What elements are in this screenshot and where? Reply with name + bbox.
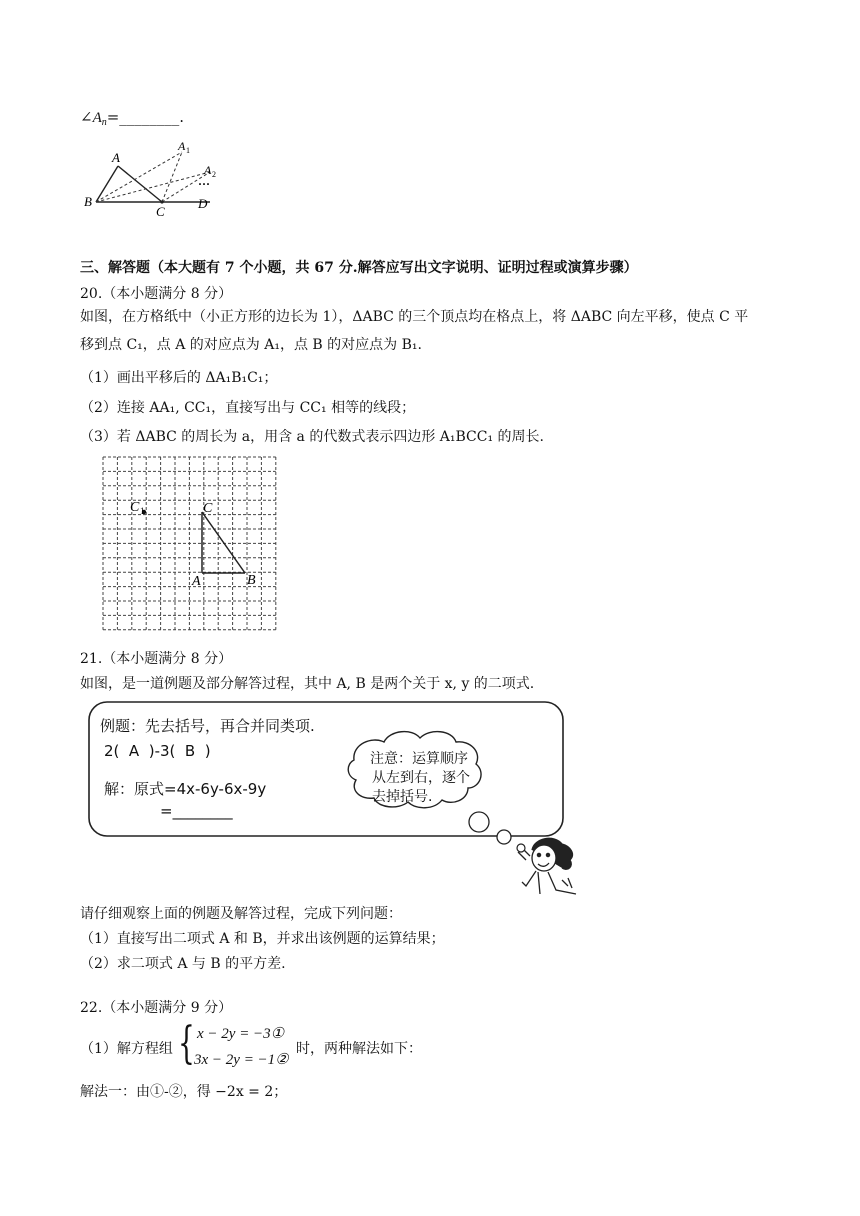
q20-grid-figure <box>100 454 278 632</box>
grid-label-a: A <box>192 574 201 589</box>
q20-line2: 移到点 C₁，点 A 的对应点为 A₁，点 B 的对应点为 B₁. <box>80 337 422 353</box>
q21-intro: 如图，是一道例题及部分解答过程，其中 A, B 是两个关于 x, y 的二项式. <box>80 676 535 692</box>
point-c <box>160 200 163 203</box>
equation-2: 3x − 2y = −1② <box>194 1052 289 1068</box>
angle-subscript: n <box>101 117 107 128</box>
label-dots: ··· <box>198 177 211 191</box>
grid-label-c1: C <box>130 500 140 515</box>
thought-dot-3 <box>517 844 525 852</box>
angle-prefix: ∠A <box>80 110 102 126</box>
section-heading: 三、解答题（本大题有 7 个小题，共 67 分.解答应写出文字说明、证明过程或演算步骤） <box>80 260 638 276</box>
dash-ba1 <box>96 152 182 202</box>
equation-1: x − 2y = −3① <box>197 1026 285 1042</box>
q20-part2: （2）连接 AA₁, CC₁，直接写出与 CC₁ 相等的线段； <box>80 400 416 416</box>
q22-title: 22.（本小题满分 9 分） <box>80 1000 233 1016</box>
line-ac <box>118 166 162 202</box>
segment-bc <box>202 512 245 573</box>
label-c: C <box>156 204 165 218</box>
system-brace: { <box>178 1018 195 1069</box>
label-d: D <box>198 196 208 211</box>
bubble-solution: 解：原式=4x-6y-6x-9y <box>104 780 267 798</box>
label-a1-sub: 1 <box>186 146 190 155</box>
label-a2: A <box>204 163 212 177</box>
thought-dot-2 <box>497 830 511 844</box>
q20-part1: （1）画出平移后的 ΔA₁B₁C₁； <box>80 370 278 386</box>
angle-answer-line <box>80 108 184 128</box>
angle-blank: =________. <box>106 108 185 126</box>
q20-part3: （3）若 ΔABC 的周长为 a，用含 a 的代数式表示四边形 A₁BCC₁ 的周长. <box>80 429 544 445</box>
note-line-3: 去掉括号. <box>372 789 433 805</box>
q20-line1: 如图，在方格纸中（小正方形的边长为 1），ΔABC 的三个顶点均在格点上，将 ΔABC 向左平移，使点 C 平 <box>80 309 749 325</box>
girl-figure <box>518 838 576 894</box>
dash-ca1 <box>162 152 182 202</box>
grid-label-b: B <box>247 573 256 588</box>
q21-after: 请仔细观察上面的例题及解答过程，完成下列问题： <box>80 906 402 922</box>
bubble-equals-blank: =________ <box>160 802 233 820</box>
q21-part1: （1）直接写出二项式 A 和 B，并求出该例题的运算结果； <box>80 931 445 947</box>
q20-title: 20.（本小题满分 8 分） <box>80 286 233 302</box>
bubble-example-line: 例题：先去括号，再合并同类项. <box>100 717 315 735</box>
q21-title: 21.（本小题满分 8 分） <box>80 651 233 667</box>
bubble-expression: 2( A )-3( B ) <box>104 742 211 760</box>
q21-part2: （2）求二项式 A 与 B 的平方差. <box>80 956 286 972</box>
grid-lines <box>103 457 276 630</box>
label-a2-sub: 2 <box>212 170 216 179</box>
q22-method1: 解法一：由①-②，得 −2x = 2； <box>80 1084 288 1100</box>
note-line-2: 从左到右，逐个 <box>372 770 470 786</box>
q22-part1-prefix: （1）解方程组 <box>80 1041 173 1057</box>
grid-label-c: C <box>203 501 213 516</box>
note-line-1: 注意：运算顺序 <box>370 751 468 767</box>
grid-label-c1-sub: 1 <box>140 506 145 516</box>
label-a: A <box>112 150 120 165</box>
label-b: B <box>84 194 92 209</box>
label-a1: A <box>178 139 186 153</box>
q22-part1-suffix: 时，两种解法如下： <box>296 1041 422 1057</box>
dash-ba2 <box>96 172 210 202</box>
thought-dot-1 <box>469 812 489 832</box>
angle-sequence-figure <box>82 136 222 218</box>
